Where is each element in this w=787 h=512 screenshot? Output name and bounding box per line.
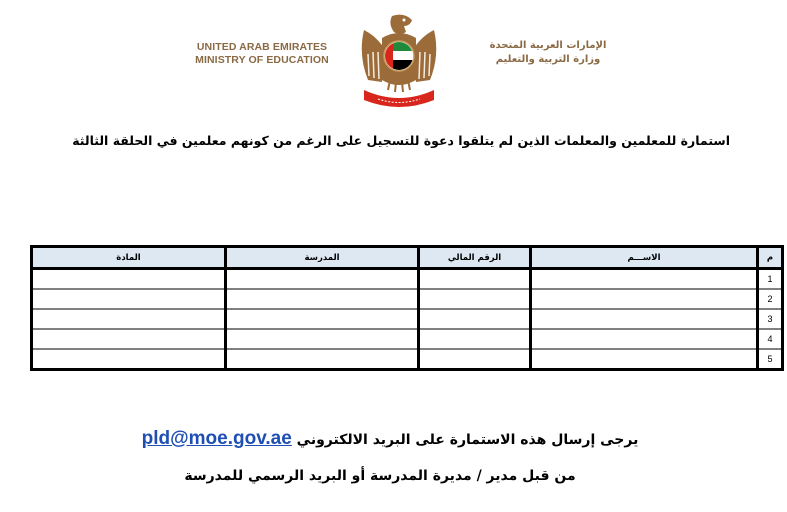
submission-sender-note: من قبل مدير / مديرة المدرسة أو البريد الرسمي للمدرسة (184, 468, 576, 484)
name-cell[interactable] (531, 309, 758, 329)
school-cell[interactable] (226, 309, 419, 329)
financial-number-cell[interactable] (419, 309, 531, 329)
ministry-name-ar: وزارة التربية والتعليم (495, 54, 601, 65)
teachers-form-table (30, 245, 784, 371)
email-link[interactable]: pld@moe.gov.ae (141, 428, 292, 449)
subject-cell[interactable] (32, 349, 226, 370)
form-title: استمارة للمعلمين والمعلمات الذين لم يتلقوا دعوة للتسجيل على الرغم من كونهم معلمين في الحلقة الثالثة (72, 133, 730, 148)
name-cell[interactable] (531, 349, 758, 370)
submission-instruction (90, 428, 690, 450)
country-name-en: UNITED ARAB EMIRATES (196, 41, 328, 53)
table-row (32, 329, 783, 349)
name-cell[interactable] (531, 329, 758, 349)
name-cell[interactable] (531, 289, 758, 309)
name-cell[interactable] (531, 269, 758, 290)
header-english (186, 41, 338, 67)
column-header-subject: المادة (32, 247, 226, 269)
financial-number-cell[interactable] (419, 349, 531, 370)
column-header-number: م (758, 247, 783, 269)
submission-text: يرجى إرسال هذه الاستمارة على البريد الالكتروني (296, 432, 639, 448)
subject-cell[interactable] (32, 309, 226, 329)
column-header-name: الاســـم (531, 247, 758, 269)
uae-falcon-emblem-icon (356, 10, 442, 110)
table-row (32, 289, 783, 309)
country-name-ar: الإمارات العربية المتحدة (489, 40, 607, 51)
table-row (32, 309, 783, 329)
row-number: 4 (758, 329, 783, 349)
row-number: 1 (758, 269, 783, 290)
table-header-row (32, 247, 783, 269)
school-cell[interactable] (226, 329, 419, 349)
table-row (32, 349, 783, 370)
row-number: 3 (758, 309, 783, 329)
subject-cell[interactable] (32, 289, 226, 309)
ministry-name-en: MINISTRY OF EDUCATION (195, 54, 329, 66)
school-cell[interactable] (226, 269, 419, 290)
subject-cell[interactable] (32, 269, 226, 290)
school-cell[interactable] (226, 349, 419, 370)
header-arabic (470, 39, 626, 67)
school-cell[interactable] (226, 289, 419, 309)
row-number: 5 (758, 349, 783, 370)
financial-number-cell[interactable] (419, 269, 531, 290)
financial-number-cell[interactable] (419, 329, 531, 349)
column-header-financial-number: الرقم المالي (419, 247, 531, 269)
table-row (32, 269, 783, 290)
financial-number-cell[interactable] (419, 289, 531, 309)
column-header-school: المدرسة (226, 247, 419, 269)
subject-cell[interactable] (32, 329, 226, 349)
row-number: 2 (758, 289, 783, 309)
